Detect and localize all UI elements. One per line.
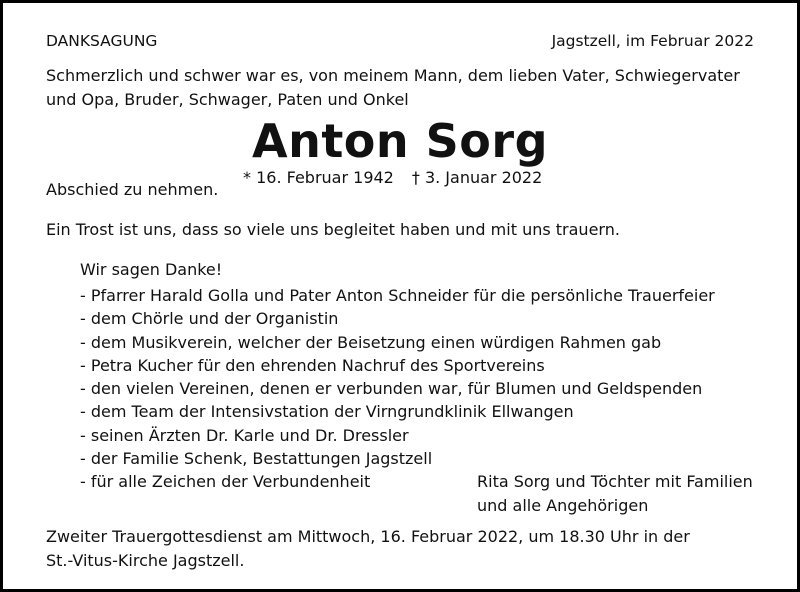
life-dates (243, 168, 542, 188)
signature-line-2: und alle Angehörigen (477, 496, 649, 515)
list-item: - für alle Zeichen der Verbundenheit (80, 472, 371, 492)
intro-line-2: und Opa, Bruder, Schwager, Paten und Onkel (46, 90, 409, 109)
birth-date: * 16. Februar 1942 (243, 168, 394, 187)
place-date: Jagstzell, im Februar 2022 (551, 32, 754, 50)
service-line-2: St.-Vitus-Kirche Jagstzell. (46, 551, 245, 570)
signature-line-1: Rita Sorg und Töchter mit Familien (477, 472, 753, 491)
list-item: - den vielen Vereinen, denen er verbunden war, für Blumen und Geldspenden (80, 379, 703, 399)
thanks-list (80, 284, 715, 494)
list-item: - Pfarrer Harald Golla und Pater Anton Schneider für die persönliche Trauerfeier (80, 286, 715, 305)
farewell-line: Abschied zu nehmen. (46, 180, 219, 199)
intro-line-1: Schmerzlich und schwer war es, von meinem Mann, dem lieben Vater, Schwiegervater (46, 66, 740, 85)
list-item: - dem Musikverein, welcher der Beisetzung einen würdigen Rahmen gab (80, 332, 662, 352)
comfort-line: Ein Trost ist uns, dass so viele uns begleitet haben und mit uns trauern. (46, 220, 620, 239)
notice-title: DANKSAGUNG (46, 32, 158, 50)
deceased-name: Anton Sorg (251, 114, 549, 168)
list-item: - Petra Kucher für den ehrenden Nachruf des Sportvereins (80, 355, 545, 375)
thanks-heading: Wir sagen Danke! (80, 260, 223, 279)
list-item: - der Familie Schenk, Bestattungen Jagstzell (80, 449, 433, 469)
list-item: - dem Chörle und der Organistin (80, 309, 339, 329)
list-item: - seinen Ärzten Dr. Karle und Dr. Dressler (80, 425, 409, 445)
death-date: † 3. Januar 2022 (411, 168, 543, 187)
service-line-1: Zweiter Trauergottesdienst am Mittwoch, 16. Februar 2022, um 18.30 Uhr in der (46, 527, 690, 546)
list-item: - dem Team der Intensivstation der Virngrundklinik Ellwangen (80, 402, 574, 422)
